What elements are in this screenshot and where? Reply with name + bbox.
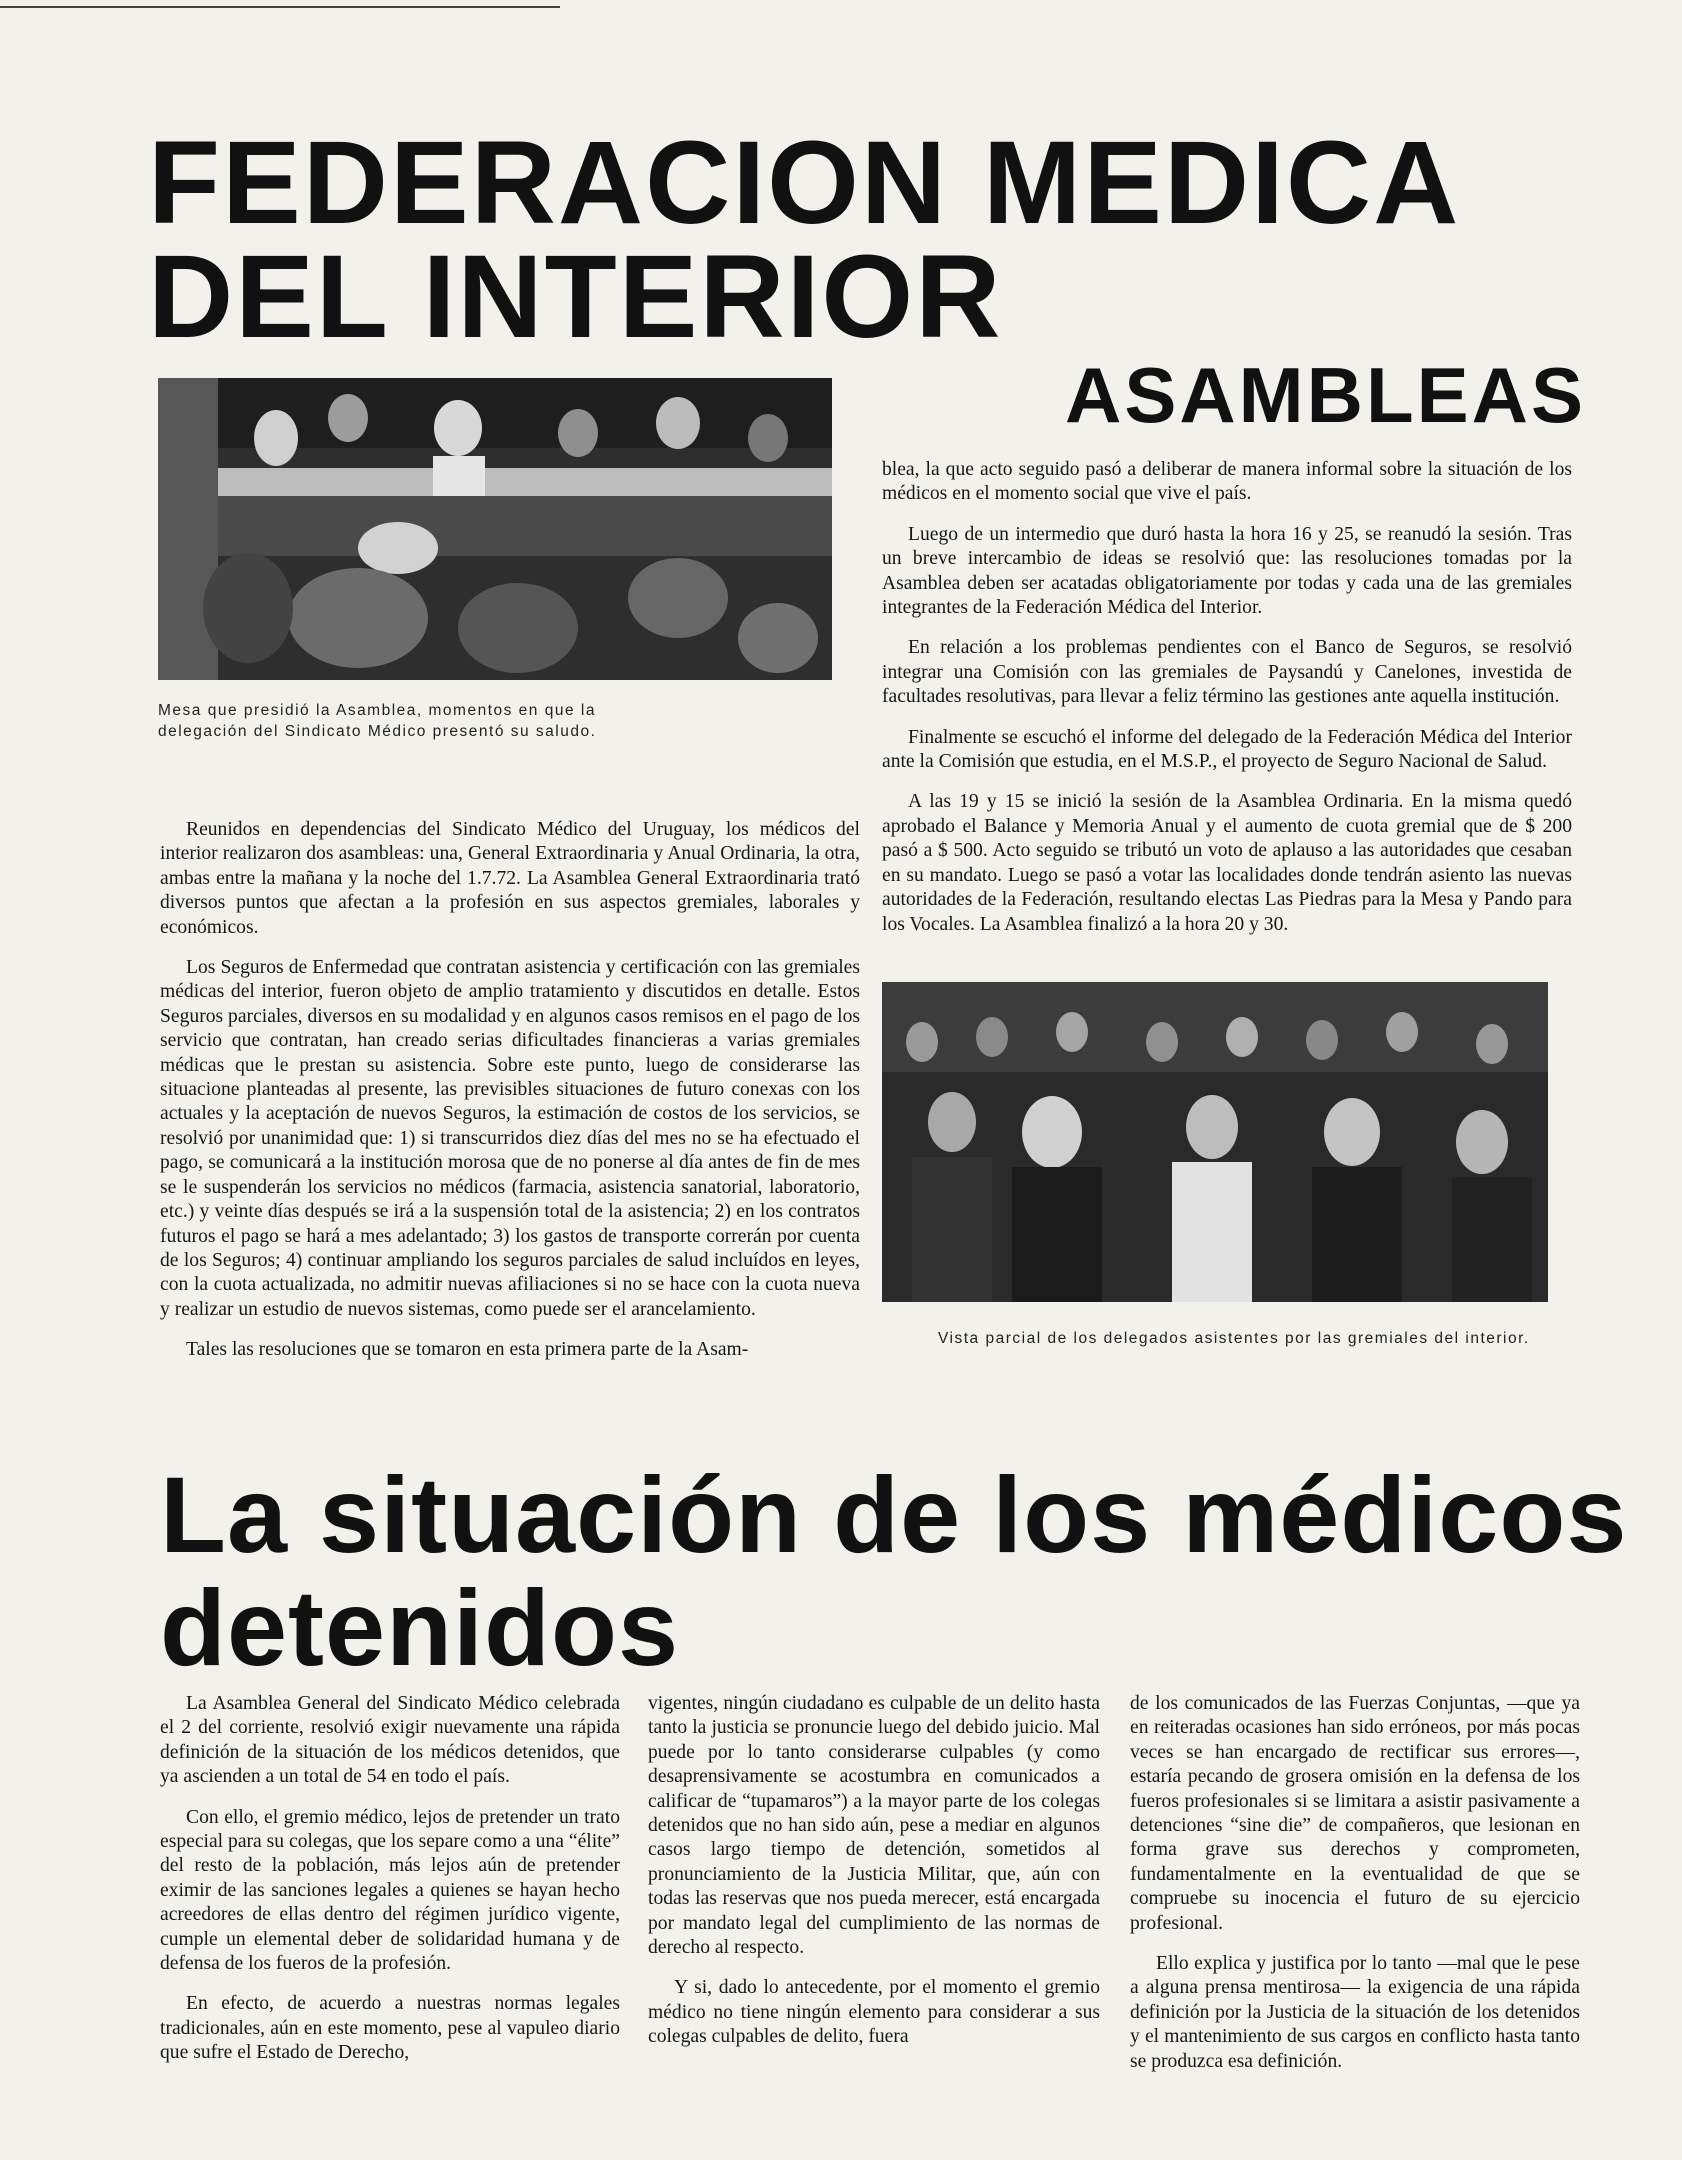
article1-title-line2: DEL INTERIOR (148, 231, 1003, 363)
paragraph: Tales las resoluciones que se tomaron en esta primera parte de la Asam- (186, 1339, 749, 1361)
paragraph: Finalmente se escuchó el informe del delegado de la Federación Médica del Interior ante la Comisión que estudia, en el M.S.P., el proyecto de Seguro Nacional de Salud. (882, 726, 1572, 773)
article1-subtitle: ASAMBLEAS (1065, 351, 1587, 439)
article1-left-column (160, 818, 860, 1379)
paragraph: En efecto, de acuerdo a nuestras normas legales tradicionales, aún en este momento, pese al vapuleo diario que sufre el Estado de Derecho, (160, 1993, 620, 2064)
photo1-caption: Mesa que presidió la Asamblea, momentos en que la delegación del Sindicato Médico presentó su saludo. (158, 702, 597, 740)
article1-right-column (882, 458, 1572, 953)
paragraph: de los comunicados de las Fuerzas Conjuntas, —que ya en reiteradas ocasiones han sido erróneos, por más pocas veces se han encargado de rectificar sus errores—, estaría pecando de grosera omisión en la defensa de los fueros profesionales si se limitara a asistir pasivamente a detenciones “sine die” de compañeros, que lesionan en forma grave sus derechos y comprometen, fundamentalmente en la eventualidad de que se compruebe su inocencia el futuro de su ejercicio profesional. (1130, 1693, 1580, 1934)
article2-column-3 (1130, 1692, 1580, 2090)
paragraph: Los Seguros de Enfermedad que contratan asistencia y certificación con las gremiales médicas del interior, fueron objeto de amplio tratamiento y discutidos en detalle. Estos Seguros parciales, diversos en su modalidad y en algunos casos remisos en el pago de los servicio que contratan, han creado serias dificultades financieras a varias gremiales médicas que le prestan su asistencia. Sobre este punto, luego de considerarse las situacione planteadas al presente, las previsibles situaciones de futuro conexas con los actuales y la aceptación de nuevos Seguros, la estimación de costos de los servicios, se resolvió por unanimidad que: 1) si transcurridos diez días del mes no se ha efectuado el pago, se comunicará a la institución morosa que de no ponerse al día antes de fin de mes se le suspenderán los servicios no médicos (farmacia, asistencia sanatorial, laboratorio, etc.) y veinte días después se irá a la suspensión total de la asistencia; 2) en los contratos futuros el pago se hará a mes adelantado; 3) los gastos de transporte correrán por cuenta de los Seguros; 4) continuar ampliando los seguros parciales de salud incluídos en leyes, con la cuota actualizada, no admitir nuevas afiliaciones si no se hace con la cuota nueva y realizar un estudio de nuevos sistemas, como puede ser el arancelamiento. (160, 957, 860, 1320)
article2-column-2 (648, 1692, 1100, 2066)
paragraph: A las 19 y 15 se inició la sesión de la Asamblea Ordinaria. En la misma quedó aprobado el Balance y Memoria Anual y el aumento de cuota gremial que de $ 200 pasó a $ 500. Acto seguido se tributó un voto de aplauso a las autoridades que cesaban en su mandato. Luego se pasó a votar las localidades donde tendrán asiento las nuevas autoridades de la Federación, resultando electas Las Piedras para la Mesa y Pando para los Vocales. La Asamblea finalizó a la hora 20 y 30. (882, 791, 1572, 935)
article2-title-line1: La situación de los médicos (160, 1454, 1628, 1575)
article2-title-line2: detenidos (160, 1567, 680, 1688)
paragraph: Ello explica y justifica por lo tanto —mal que le pese a alguna prensa mentirosa— la exigencia de una rápida definición por la Justicia de la situación de los detenidos y el mantenimiento de sus cargos en conflicto hasta tanto se produzca esa definición. (1130, 1953, 1580, 2072)
paragraph: Con ello, el gremio médico, lejos de pretender un trato especial para su colegas, que los separe como a una “élite” del resto de la población, más lejos aún de pretender eximir de las sanciones legales a quienes se hayan hecho acreedores de ellas dentro del régimen jurídico vigente, cumple un elemental deber de solidaridad humana y de defensa de los fueros de la profesión. (160, 1806, 620, 1975)
assembly-table-photo (158, 378, 832, 680)
paragraph: La Asamblea General del Sindicato Médico celebrada el 2 del corriente, resolvió exigir nuevamente una rápida definición de la situación de los médicos detenidos, que ya ascienden a un total de 54 en todo el país. (160, 1693, 620, 1788)
paragraph: blea, la que acto seguido pasó a deliberar de manera informal sobre la situación de los médicos en el momento social que vive el país. (882, 459, 1572, 505)
article2-column-1 (160, 1692, 620, 2082)
paragraph: Luego de un intermedio que duró hasta la hora 16 y 25, se reanudó la sesión. Tras un breve intercambio de ideas se resolvió que: las resoluciones tomadas por la Asamblea deben ser acatadas obligatoriamente por todas y cada una de las gremiales integrantes de la Federación Médica del Interior. (882, 523, 1572, 619)
delegates-audience-photo (882, 982, 1548, 1302)
article1-title-line1: FEDERACION MEDICA (148, 117, 1461, 249)
photo2-caption: Vista parcial de los delegados asistentes por las gremiales del interior. (938, 1330, 1530, 1347)
top-rule (0, 6, 560, 8)
paragraph: Reunidos en dependencias del Sindicato Médico del Uruguay, los médicos del interior realizaron dos asambleas: una, General Extraordinaria y Anual Ordinaria, la otra, ambas entre la mañana y la noche del 1.7.72. La Asamblea General Extraordinaria trató diversos puntos que afectan a la profesión en sus aspectos gremiales, laborales y económicos. (160, 819, 860, 938)
paragraph: Y si, dado lo antecedente, por el momento el gremio médico no tiene ningún elemento para considerar a sus colegas culpables de delito, fuera (648, 1977, 1100, 2048)
paragraph: vigentes, ningún ciudadano es culpable de un delito hasta tanto la justicia se pronuncie luego del debido juicio. Mal puede por lo tanto considerarse culpables (y como desaprensivamente se acostumbra en comunicados a calificar de “tupamaros”) a la mayor parte de los colegas detenidos que no han sido aún, pese a mediar en algunos casos largo tiempo de detención, sometidos al pronunciamiento de la Justicia Militar, que, aún con todas las reservas que nos pueda merecer, está encargada por mandato legal del cumplimiento de las normas de derecho al respecto. (648, 1693, 1100, 1959)
paragraph: En relación a los problemas pendientes con el Banco de Seguros, se resolvió integrar una Comisión con las gremiales de Paysandú y Canelones, investida de facultades resolutivas, para llevar a feliz término las gestiones ante aquella institución. (882, 637, 1572, 708)
